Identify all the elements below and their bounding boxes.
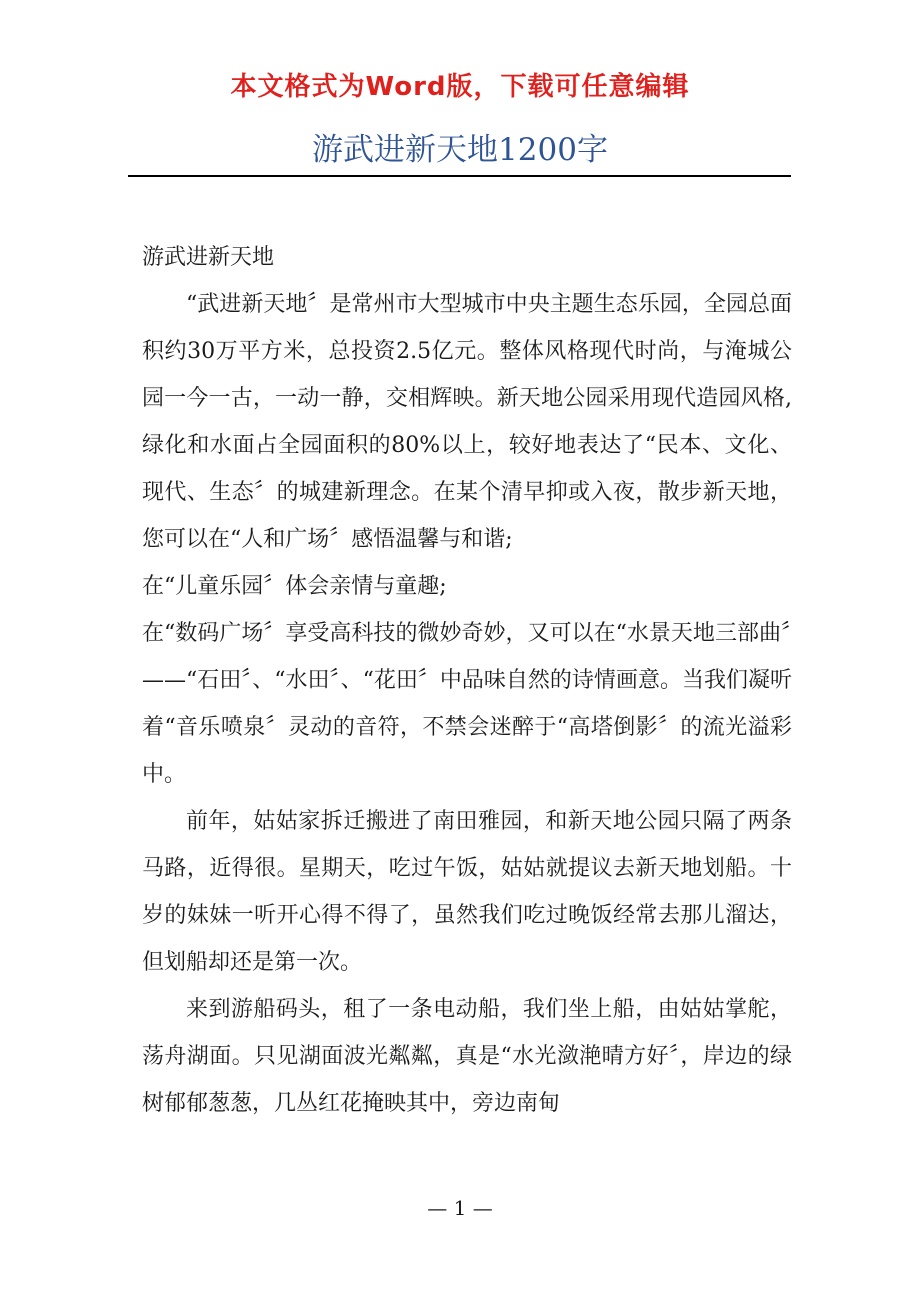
paragraph: 在“儿童乐园〞体会亲情与童趣; <box>142 574 447 599</box>
document-body <box>142 234 792 1127</box>
paragraph: 来到游船码头，租了一条电动船，我们坐上船，由姑姑掌舵，荡舟湖面。只见湖面波光粼粼，真是“水光潋滟晴方好〞，岸边的绿树郁郁葱葱，几丛红花掩映其中，旁边南甸 <box>142 997 792 1116</box>
paragraph: 在“数码广场〞享受高科技的微妙奇妙，又可以在“水景天地三部曲〞——“石田〞、“水田〞、“花田〞中品味自然的诗情画意。当我们凝听着“音乐喷泉〞灵动的音符，不禁会迷醉于“高塔倒影〞的流光溢彩中。 <box>142 621 792 787</box>
paragraph: 前年，姑姑家拆迁搬进了南田雅园，和新天地公园只隔了两条马路，近得很。星期天，吃过午饭，姑姑就提议去新天地划船。十岁的妹妹一听开心得不得了，虽然我们吃过晚饭经常去那儿溜达，但划船却还是第一次。 <box>142 809 792 975</box>
title-divider <box>128 175 791 177</box>
download-banner: 本文格式为Word版，下载可任意编辑 <box>230 72 690 102</box>
document-title: 游武进新天地1200字 <box>312 132 608 168</box>
paragraph: “武进新天地〞是常州市大型城市中央主题生态乐园，全园总面积约30万平方米，总投资2.5亿元。整体风格现代时尚，与淹城公园一今一古，一动一静，交相辉映。新天地公园采用现代造园风格,绿化和水面占全园面积的80%以上，较好地表达了“民本、文化、现代、生态〞的城建新理念。在某个清早抑或入夜，散步新天地，您可以在“人和广场〞感悟温馨与和谐; <box>142 292 792 552</box>
paragraph-heading: 游武进新天地 <box>142 245 275 270</box>
page-number: — 1 — <box>427 1196 493 1220</box>
